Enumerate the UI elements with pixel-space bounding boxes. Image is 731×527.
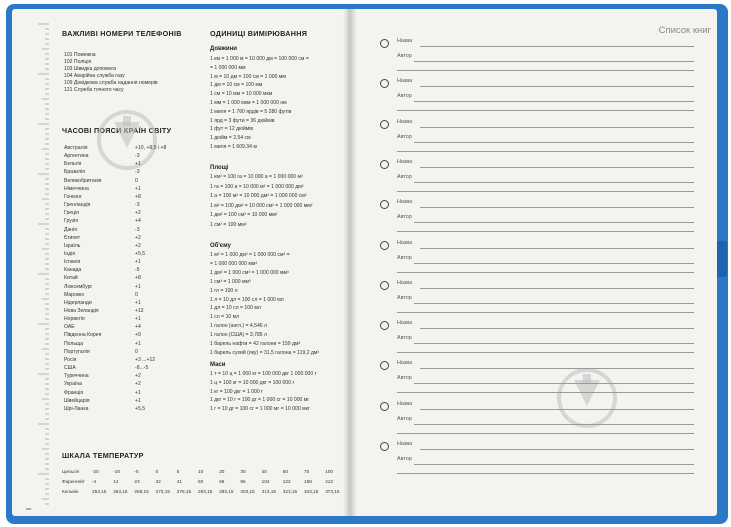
timezone-offset: +5,5 — [135, 405, 146, 412]
timezone-offset: +1 — [135, 316, 141, 323]
book-author-line[interactable] — [414, 182, 694, 183]
temperature-value: 68 — [219, 479, 225, 484]
timezone-offset: -3 — [135, 153, 140, 160]
book-entry[interactable] — [380, 77, 720, 117]
timezone-offset: 0 — [135, 291, 138, 298]
book-entry[interactable] — [380, 400, 720, 440]
temperature-value: 263,15 — [113, 489, 128, 494]
volume-line: 1 дм³ = 1 000 см³ = 1 000 000 мм³ — [210, 269, 289, 276]
temperature-value: 40 — [261, 469, 267, 474]
book-divider — [397, 191, 694, 192]
temperature-value: 14 — [113, 479, 119, 484]
book-entry[interactable] — [380, 37, 720, 77]
timezone-country: Швейцарія — [64, 397, 90, 404]
books-list-title: Список книг — [658, 25, 711, 36]
timezone-country: Росія — [64, 356, 77, 363]
timezone-country: США — [64, 365, 76, 372]
phone-item: 104 Аварійна служба газу — [64, 73, 125, 80]
area-line: 1 а = 100 м² = 10 000 дм² = 1 000 000 см² — [210, 193, 307, 200]
timezone-country: Туреччина — [64, 373, 89, 380]
book-author-label: Автор — [397, 415, 412, 422]
timezone-offset: 0 — [135, 348, 138, 355]
timezone-offset: +9 — [135, 332, 141, 339]
timezone-offset: +2 — [135, 210, 141, 217]
temperature-scale-label: Цельсія — [62, 469, 80, 474]
timezone-country: Гонконг — [64, 193, 82, 200]
temperature-value: 70 — [304, 469, 310, 474]
checkbox-circle[interactable] — [380, 402, 389, 411]
timezone-country: Китай — [64, 275, 78, 282]
timezone-offset: +8 — [135, 193, 141, 200]
timezone-offset: +2 — [135, 234, 141, 241]
book-name-label: Назва — [397, 400, 413, 407]
temperature-value: 50 — [282, 469, 289, 474]
book-author-label: Автор — [397, 53, 412, 59]
length-line: 1 км = 1 000 м = 10 000 дм = 100 000 см = — [210, 56, 309, 62]
temperature-value: 212 — [325, 479, 334, 484]
timezone-offset: +4 — [135, 218, 141, 225]
book-name-label: Назва — [397, 118, 413, 125]
book-author-label: Автор — [397, 214, 412, 221]
timezone-offset: +3 ...+12 — [135, 356, 156, 363]
volume-line: 1 галон (англ.) = 4,546 л — [210, 323, 268, 330]
checkbox-circle[interactable] — [380, 160, 389, 169]
temperature-value: 313,15 — [261, 489, 276, 494]
timezone-offset: -8...-5 — [135, 365, 149, 372]
timezone-offset: +2 — [135, 242, 141, 249]
book-divider — [397, 352, 694, 353]
timezone-country: Люксембург — [64, 283, 93, 290]
temperature-value: 278,15 — [176, 489, 192, 494]
timezone-offset: +1 — [135, 283, 141, 290]
book-entry[interactable] — [380, 319, 720, 359]
temperature-value: 122 — [282, 479, 291, 484]
timezone-country: Ізраїль — [64, 242, 81, 249]
book-author-line[interactable] — [414, 142, 694, 143]
timezone-country: Великобританія — [64, 177, 102, 184]
book-name-line[interactable] — [420, 46, 694, 47]
phone-item: 103 Швидка допомога — [64, 66, 117, 73]
timezone-offset: +12 — [135, 308, 144, 314]
timezone-offset: +1 — [135, 185, 141, 192]
timezone-country: ОАЕ — [64, 324, 75, 331]
mass-line: 1 ц = 100 кг = 10 000 дкг = 100 000 г — [210, 379, 295, 386]
book-name-line[interactable] — [420, 86, 694, 87]
temperature-value: 41 — [176, 479, 183, 484]
temperature-value: 158 — [304, 479, 312, 484]
temperature-value: 5 — [176, 469, 180, 474]
timezone-country: Португалія — [64, 348, 90, 355]
timezone-country: Австралія — [64, 145, 88, 151]
book-entry[interactable] — [380, 118, 720, 158]
checkbox-circle[interactable] — [380, 79, 389, 88]
checkbox-circle[interactable] — [380, 200, 389, 209]
checkbox-circle[interactable] — [380, 39, 389, 48]
length-line: 1 мм = 1 000 мкм = 1 000 000 нм — [210, 100, 287, 106]
checkbox-circle[interactable] — [380, 361, 389, 370]
temperature-value: 323,15 — [282, 489, 298, 494]
timezone-offset: -3 — [135, 169, 140, 176]
length-line: 1 миля = 1 609,34 м — [210, 144, 257, 150]
mass-line: 1 кг = 100 дкг = 1 000 г — [210, 388, 263, 395]
left-page — [12, 9, 350, 516]
timezone-country: Індія — [64, 250, 76, 257]
book-author-label: Автор — [397, 93, 412, 100]
temperature-scale-label: Фаренгейт — [62, 479, 85, 484]
book-author-line[interactable] — [414, 383, 694, 384]
timezone-offset: +10, +9,5 і +8 — [135, 145, 167, 151]
phones-heading: ВАЖЛИВІ НОМЕРИ ТЕЛЕФОНІВ — [62, 29, 182, 38]
book-name-line[interactable] — [420, 248, 694, 249]
book-name-label: Назва — [397, 158, 413, 165]
area-heading: Площі — [210, 165, 229, 171]
volume-line: 1 барель нафти = 42 галони = 159 дм³ — [210, 341, 301, 347]
length-line: 1 ярд = 3 фути = 36 дюймів — [210, 117, 275, 124]
temperature-heading: ШКАЛА ТЕМПЕРАТУР — [62, 451, 144, 460]
timezone-country: Канада — [64, 267, 82, 274]
length-line: 1 миля = 1 760 ярдів = 5 280 футів — [210, 108, 292, 115]
book-entry[interactable] — [380, 198, 720, 238]
book-entry[interactable] — [380, 279, 720, 319]
book-name-line[interactable] — [420, 328, 694, 329]
book-divider — [397, 312, 694, 313]
timezone-country: Іспанія — [64, 259, 81, 266]
area-line: 1 м² = 100 дм² = 10 000 см² = 1 000 000 мм² — [210, 202, 313, 209]
book-author-label: Автор — [397, 254, 412, 261]
timezone-country: Південна Корея — [64, 332, 102, 339]
mass-line: 1 дкг = 10 г = 100 дг = 1 000 сг = 10 000 мг — [210, 397, 310, 404]
book-author-label: Автор — [397, 335, 412, 342]
phone-item: 101 Пожежна — [64, 52, 96, 58]
timezone-country: Нідерланди — [64, 299, 92, 306]
book-name-label: Назва — [397, 441, 413, 447]
book-name-label: Назва — [397, 38, 413, 44]
temperature-value: 20 — [219, 469, 225, 474]
book-divider — [397, 473, 694, 474]
length-line: 1 дюйм = 2,54 см — [210, 135, 251, 142]
temperature-value: -10 — [113, 469, 120, 474]
mass-heading: Маси — [210, 362, 226, 368]
temperature-value: 10 — [198, 469, 204, 474]
book-author-line[interactable] — [414, 343, 694, 344]
book-author-line[interactable] — [414, 61, 694, 62]
timezone-offset: +5,5 — [135, 250, 146, 257]
book-name-label: Назва — [397, 279, 413, 286]
volume-line: 1 барель сухий (яку) = 31,5 галона = 119,2 дм³ — [210, 349, 320, 356]
book-entry[interactable] — [380, 440, 720, 480]
timezone-country: Норвегія — [64, 316, 85, 323]
timezone-country: Україна — [64, 381, 82, 388]
checkbox-circle[interactable] — [380, 241, 389, 250]
book-name-line[interactable] — [420, 207, 694, 208]
volume-line: 1 л = 10 дл = 100 сл = 1 000 мл — [210, 296, 284, 303]
length-line: 1 см = 10 мм = 10 000 мкм — [210, 91, 273, 98]
temperature-value: 283,15 — [198, 489, 213, 494]
book-name-line[interactable] — [420, 368, 694, 369]
book-name-label: Назва — [397, 360, 413, 367]
book-author-label: Автор — [397, 133, 412, 140]
book-divider — [397, 433, 694, 434]
book-name-line[interactable] — [420, 167, 694, 168]
timezone-country: Бразилія — [64, 169, 85, 176]
area-line: 1 дм² = 100 см² = 10 000 мм² — [210, 212, 278, 219]
length-line: 1 фут = 12 дюймів — [210, 126, 254, 133]
timezone-country: Данія — [64, 226, 77, 233]
timezone-offset: +1 — [135, 161, 141, 168]
book-author-line[interactable] — [414, 424, 694, 425]
book-author-line[interactable] — [414, 222, 694, 223]
temperature-value: 293,15 — [219, 489, 234, 494]
fahrenheit-row — [62, 479, 342, 487]
timezone-offset: +1 — [135, 259, 141, 266]
book-name-label: Назва — [397, 239, 413, 246]
volume-line: = 1 000 000 000 мм³ — [210, 260, 258, 267]
timezone-country: Грузія — [64, 218, 79, 225]
book-author-line[interactable] — [414, 263, 694, 264]
page-spine — [343, 9, 357, 516]
temperature-value: 100 — [325, 469, 334, 474]
temperature-value: 273,15 — [155, 489, 170, 494]
volume-line: 1 галон (США) = 3,785 л — [210, 332, 267, 339]
book-divider — [397, 151, 694, 152]
temperature-value: 343,15 — [304, 489, 319, 494]
length-line: = 1 000 000 мм — [210, 64, 246, 71]
checkbox-circle[interactable] — [380, 321, 389, 330]
length-line: 1 дм = 10 см = 100 мм — [210, 82, 263, 89]
timezone-offset: +1 — [135, 299, 141, 306]
checkbox-circle[interactable] — [380, 281, 389, 290]
book-divider — [397, 70, 694, 71]
timezone-country: Франція — [64, 389, 84, 396]
timezone-country: Марокко — [64, 291, 85, 298]
book-entry[interactable] — [380, 239, 720, 279]
watermark-left — [97, 110, 157, 170]
ruler-unit: cm — [26, 506, 32, 511]
temperature-value: -5 — [134, 469, 139, 474]
temperature-value: -20 — [92, 469, 99, 474]
book-author-label: Автор — [397, 375, 412, 382]
timezone-offset: +1 — [135, 397, 141, 404]
timezone-country: Єгипет — [64, 234, 81, 241]
area-line: 1 га = 100 а = 10 000 м² = 1 000 000 дм² — [210, 183, 304, 190]
timezone-country: Шрі-Ланка — [64, 405, 89, 412]
phone-item: 102 Поліція — [64, 59, 92, 66]
book-name-line[interactable] — [420, 288, 694, 289]
temperature-value: 104 — [261, 479, 270, 484]
timezone-offset: 0 — [135, 177, 138, 184]
volume-line: 1 дл = 10 сл = 100 мл — [210, 305, 261, 312]
timezone-offset: +1 — [135, 340, 141, 347]
book-author-label: Автор — [397, 173, 412, 180]
mass-line: 1 г = 10 дг = 100 сг = 1 000 мг = 10 000 мкг — [210, 406, 310, 413]
phone-item: 121 Служба точного часу — [64, 87, 124, 94]
length-line: 1 м = 10 дм = 100 см = 1 000 мм — [210, 73, 286, 80]
phone-item: 109 Довідкова служба надання номерів — [64, 80, 158, 87]
timezone-offset: +1 — [135, 389, 141, 396]
book-author-label: Автор — [397, 456, 412, 462]
book-name-line[interactable] — [420, 127, 694, 128]
temperature-value: 32 — [155, 479, 161, 484]
book-divider — [397, 110, 694, 111]
book-entry[interactable] — [380, 158, 720, 198]
temperature-value: 373,15 — [325, 489, 340, 494]
volume-line: 1 м³ = 1 000 дм³ = 1 000 000 см³ = — [210, 252, 290, 258]
length-heading: Довжини — [210, 46, 237, 52]
temperature-value: 0 — [155, 469, 159, 474]
checkbox-circle[interactable] — [380, 442, 389, 451]
timezones-heading: ЧАСОВІ ПОЯСИ КРАЇН СВІТУ — [62, 126, 172, 135]
temperature-scale-label: Кельвін — [62, 489, 79, 494]
volume-line: 1 сл = 10 мл — [210, 314, 240, 321]
timezone-offset: +4 — [135, 324, 141, 331]
temperature-value: 23 — [134, 479, 140, 484]
temperature-value: -4 — [92, 479, 97, 484]
timezone-country: Аргентина — [64, 153, 89, 160]
book-name-line[interactable] — [420, 409, 694, 410]
kelvin-row — [62, 489, 342, 497]
book-author-label: Автор — [397, 294, 412, 301]
celsius-row — [62, 469, 342, 477]
book-divider — [397, 231, 694, 232]
volume-line: 1 см³ = 1 000 мм³ — [210, 278, 251, 285]
book-author-line[interactable] — [414, 303, 694, 304]
timezone-country: Польща — [64, 340, 84, 347]
area-line: 1 см² = 100 мм² — [210, 222, 247, 228]
temperature-value: 86 — [240, 479, 246, 484]
volume-heading: Об'єму — [210, 243, 231, 249]
volume-line: 1 гл = 100 л — [210, 287, 238, 294]
timezone-offset: -3 — [135, 226, 140, 233]
timezone-offset: -3 — [135, 202, 140, 209]
ruler — [21, 20, 49, 510]
book-author-line[interactable] — [414, 101, 694, 102]
temperature-value: 303,15 — [240, 489, 255, 494]
book-name-label: Назва — [397, 199, 413, 206]
timezone-country: Нова Зеландія — [64, 308, 99, 314]
book-name-label: Назва — [397, 78, 413, 85]
area-line: 1 км² = 100 га = 10 000 а = 1 000 000 м² — [210, 174, 303, 180]
temperature-value: 253,15 — [92, 489, 107, 494]
mass-line: 1 т = 10 ц = 1 000 кг = 100 000 дкг 1 000 000 г — [210, 371, 317, 377]
book-divider — [397, 272, 694, 273]
book-name-label: Назва — [397, 320, 413, 327]
units-heading: ОДИНИЦІ ВИМІРЮВАННЯ — [210, 29, 308, 38]
temperature-value: 30 — [240, 469, 246, 474]
temperature-value: 50 — [198, 479, 204, 484]
timezone-country: Гренландія — [64, 202, 91, 209]
book-author-line[interactable] — [414, 464, 694, 465]
timezone-country: Греція — [64, 210, 79, 217]
book-divider — [397, 392, 694, 393]
timezone-country: Бельгія — [64, 161, 82, 168]
timezone-country: Німеччина — [64, 185, 89, 192]
book-entry[interactable] — [380, 359, 720, 399]
timezone-offset: +8 — [135, 275, 141, 282]
timezone-offset: +2 — [135, 373, 141, 380]
checkbox-circle[interactable] — [380, 120, 389, 129]
temperature-value: 268,15 — [134, 489, 149, 494]
book-name-line[interactable] — [420, 449, 694, 450]
timezone-offset: +2 — [135, 381, 141, 388]
timezone-offset: -5 — [135, 267, 140, 274]
